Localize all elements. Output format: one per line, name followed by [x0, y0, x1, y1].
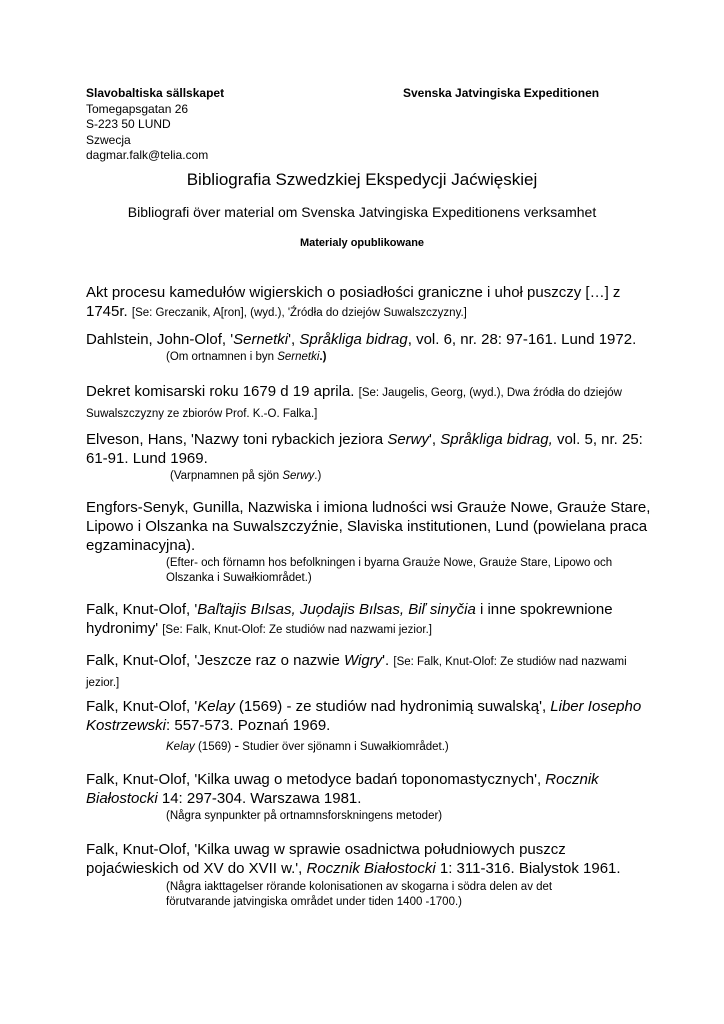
entry-note: (Om ortnamnen i byn Sernetki.) [166, 351, 327, 363]
bib-entry [86, 283, 646, 323]
entry-text: Elveson, Hans, 'Nazwy toni rybackich jeziora [86, 431, 388, 448]
bib-entry [86, 651, 651, 693]
bib-entry [86, 600, 646, 640]
entry-note: (Efter- och förnamn hos befolkningen i byarna Grauże Nowe, Grauże Stare, Lipowo och Olszanka i Suwałkiområdet.) [166, 557, 613, 584]
entry-text: , vol. 6, nr. 28: 97-161. Lund 1972. [407, 331, 637, 348]
sender-address [86, 86, 224, 164]
entry-text: 14: 297-304. Warszawa 1981. [157, 790, 362, 807]
entry-text: i inne spokrewnione hydronimy' [86, 601, 613, 637]
entry-text: (1569) - ze studiów nad hydronimią suwalską', [234, 698, 551, 715]
entry-italic: Serwy [387, 431, 430, 448]
entry-text: Dahlstein, John-Olof, ' [86, 331, 234, 348]
entry-text: : 557-573. Poznań 1969. [166, 717, 331, 734]
entry-italic: Wigry [343, 652, 383, 669]
entry-text: 1: 311-316. Bialystok 1961. [435, 860, 621, 877]
bib-entry [86, 330, 646, 349]
document-title: Bibliografia Szwedzkiej Ekspedycji Jaćwięskiej [186, 170, 538, 189]
postal-code: S-223 50 LUND [86, 117, 171, 131]
entry-italic: Liber Iosepho Kostrzewski [86, 698, 642, 734]
document-subtitle: Bibliografi över material om Svenska Jatvingiska Expeditionens verksamhet [127, 204, 597, 220]
entry-italic: Kelay [197, 698, 235, 715]
bib-entry [86, 697, 646, 735]
bib-entry [86, 840, 631, 878]
entry-text: '. [382, 652, 390, 669]
entry-italic: Rocznik Białostocki [306, 860, 436, 877]
bib-entry [86, 498, 651, 555]
entry-text: ', [288, 331, 300, 348]
entry-italic: Rocznik Białostocki [86, 771, 599, 807]
entry-reference: [Se: Jaugelis, Georg, (wyd.), Dwa źródła do dziejów Suwalszczyzny ze zbiorów Prof. K.-O. Falka.] [86, 387, 622, 420]
entry-note: (Varpnamnen på sjön Serwy.) [170, 470, 322, 482]
street: Tomegapsgatan 26 [86, 101, 189, 116]
org-name: Slavobaltiska sällskapet [86, 86, 225, 100]
entry-italic: Sernetki [233, 331, 289, 348]
entry-text: Jeszcze raz o nazwie [197, 652, 344, 669]
entry-text: Falk, Knut-Olof, ' [86, 652, 198, 669]
bib-entry [86, 430, 646, 468]
entry-text: Falk, Knut-Olof, 'Kilka uwag w sprawie osadnictwa południowych puszcz pojaćwieskich od XV do XVII w.', [86, 841, 566, 877]
entry-note: (Några iakttagelser rörande kolonisationen av skogarna i södra delen av det förutvarande jatvingiska området under tiden 1400 -1700.) [166, 881, 553, 908]
entry-reference: [Se: Falk, Knut-Olof: Ze studiów nad nazwami jezior.] [86, 656, 627, 689]
entry-text: Dekret komisarski roku 1679 d 19 aprila. [86, 383, 355, 400]
entry-text: ', [429, 431, 441, 448]
email[interactable]: dagmar.falk@telia.com [86, 148, 209, 162]
expedition-name: Svenska Jatvingiska Expeditionen [403, 86, 600, 100]
entry-italic: Baľtajis Bılsas, Juo̗dajis Bılsas, Biľ sinyčia [197, 601, 476, 618]
section-heading: Materialy opublikowane [299, 237, 425, 249]
entry-note: Kelay (1569) - Studier över sjönamn i Suwałkiområdet.) [166, 737, 449, 753]
entry-text: Falk, Knut-Olof, ' [86, 698, 198, 715]
bib-entry [86, 770, 646, 808]
entry-reference: [Se: Falk, Knut-Olof: Ze studiów nad nazwami jezior.] [162, 624, 432, 636]
country: Szwecja [86, 132, 131, 147]
entry-text: Akt procesu kamedułów wigierskich o posiadłości graniczne i uhoł puszczy […] z 1745r. [86, 284, 621, 320]
entry-italic: Språkliga bidrag, [440, 431, 553, 448]
entry-text: vol. 5, nr. 25: 61-91. Lund 1969. [86, 431, 643, 467]
entry-note: (Några synpunkter på ortnamnsforskningens metoder) [166, 810, 443, 822]
entry-reference: [Se: Greczanik, A[ron], (wyd.), 'Źródła do dziejów Suwalszczyzny.] [131, 307, 467, 319]
bib-entry [86, 382, 646, 424]
entry-italic: Språkliga bidrag [299, 331, 408, 348]
entry-text: Falk, Knut-Olof, 'Kilka uwag o metodyce badań toponomastycznych', [86, 771, 546, 788]
entry-text: Engfors-Senyk, Gunilla, Nazwiska i imiona ludności wsi Grauże Nowe, Grauże Stare, Lipowo i Olszanka na Suwalszczyźnie, Slaviska institutionen, Lund (powielana praca egzaminacyjna). [86, 499, 651, 554]
entry-text: Falk, Knut-Olof, ' [86, 601, 198, 618]
